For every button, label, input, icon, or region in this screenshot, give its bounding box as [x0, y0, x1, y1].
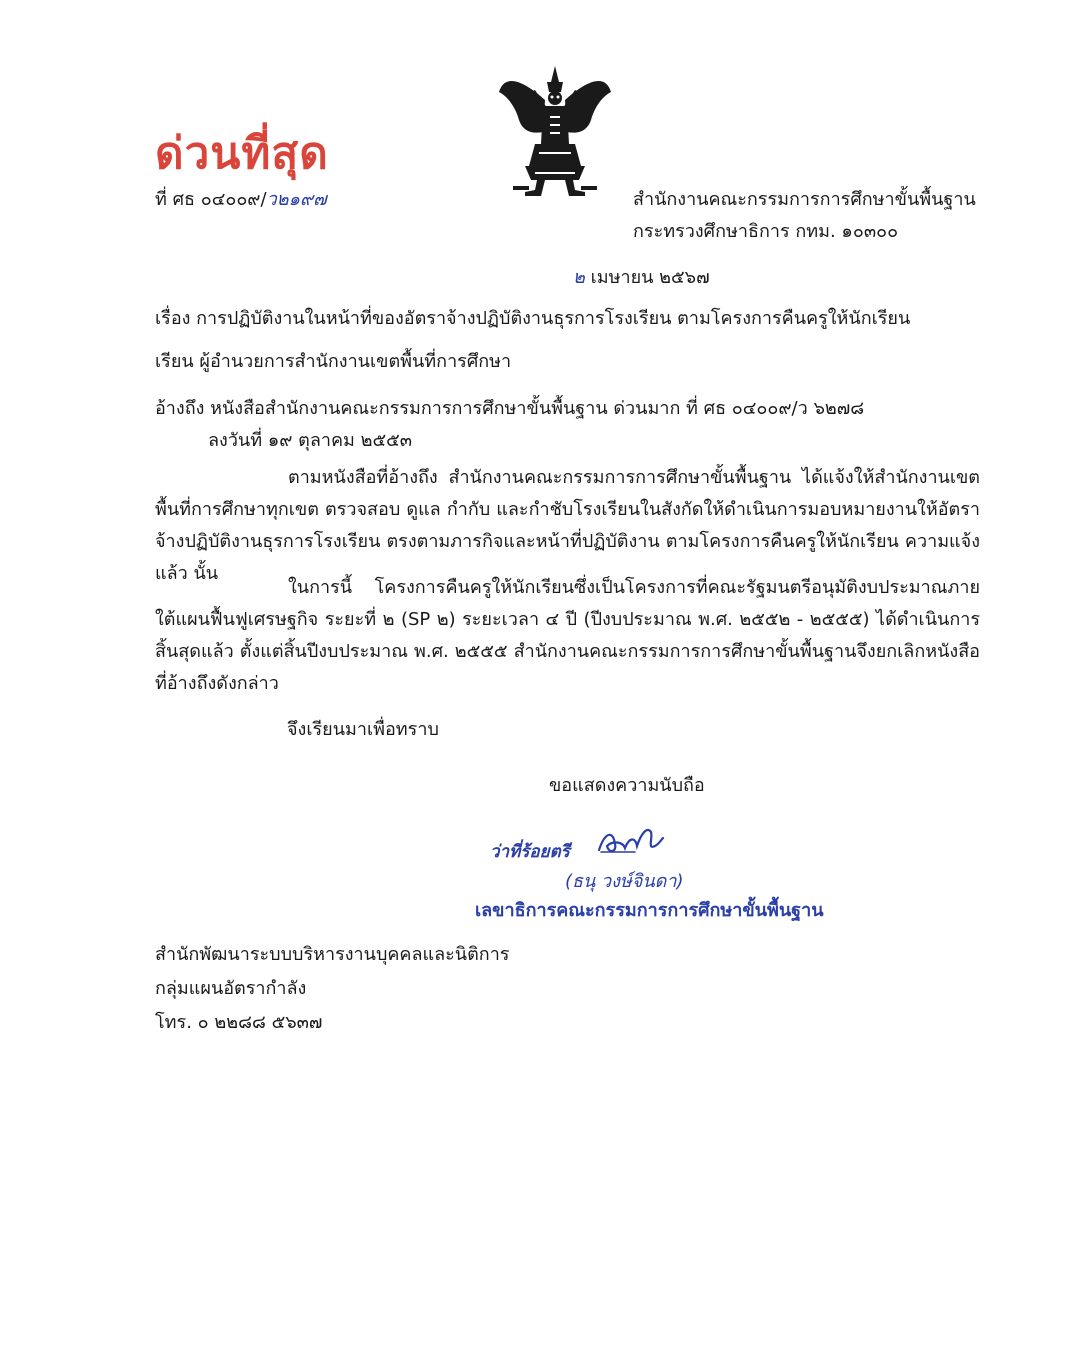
signatory-name: (ธนุ วงษ์จินดา): [565, 871, 684, 892]
signatory-position: เลขาธิการคณะกรรมการการศึกษาขั้นพื้นฐาน: [475, 900, 824, 921]
date-month-year: เมษายน ๒๕๖๗: [584, 267, 710, 288]
office-name: สำนักงานคณะกรรมการการศึกษาขั้นพื้นฐาน: [633, 189, 976, 210]
issuing-office: [633, 184, 976, 248]
regards-line: ขอแสดงความนับถือ: [549, 775, 705, 796]
document-number-handwritten: ว๒๑๙๗: [266, 189, 327, 210]
handwritten-signature-icon: [595, 822, 665, 858]
date-day-handwritten: ๒: [573, 267, 585, 288]
letter-date: [573, 262, 710, 291]
document-number: [155, 184, 327, 213]
contact-footer: [155, 938, 509, 1040]
signatory-rank: ว่าที่ร้อยตรี: [490, 842, 570, 862]
reference-line: อ้างถึง หนังสือสำนักงานคณะกรรมการการศึกษาขั้นพื้นฐาน ด่วนมาก ที่ ศธ ๐๔๐๐๙/ว ๖๒๗๘: [155, 398, 865, 419]
footer-department: สำนักพัฒนาระบบบริหารงานบุคคลและนิติการ: [155, 944, 510, 965]
body-paragraph-1: ตามหนังสือที่อ้างถึง สำนักงานคณะกรรมการการศึกษาขั้นพื้นฐาน ได้แจ้งให้สำนักงานเขตพื้นที่การศึกษาทุกเขต ตรวจสอบ ดูแล กำกับ และกำชับโรงเรียนในสังกัดให้ดำเนินการมอบหมายงานให้อัตราจ้างปฏิบัติงานธุรการโรงเรียน ตรงตามภารกิจและหน้าที่ปฏิบัติงาน ตามโครงการคืนครูให้นักเรียน ความแจ้งแล้ว นั้น: [155, 467, 980, 584]
urgency-stamp: ด่วนที่สุด: [155, 128, 329, 179]
document-number-prefix: ที่ ศธ ๐๔๐๐๙/: [155, 189, 267, 210]
closing-line: จึงเรียนมาเพื่อทราบ: [287, 719, 439, 740]
recipient-line: เรียน ผู้อำนวยการสำนักงานเขตพื้นที่การศึกษา: [155, 351, 512, 372]
footer-group: กลุ่มแผนอัตรากำลัง: [155, 978, 307, 999]
footer-phone: โทร. ๐ ๒๒๘๘ ๕๖๓๗: [155, 1012, 323, 1033]
reference-date-line: ลงวันที่ ๑๙ ตุลาคม ๒๕๕๓: [208, 430, 413, 451]
office-address: กระทรวงศึกษาธิการ กทม. ๑๐๓๐๐: [633, 221, 899, 242]
garuda-emblem-icon: [495, 62, 615, 202]
body-paragraph-2: ในการนี้ โครงการคืนครูให้นักเรียนซึ่งเป็นโครงการที่คณะรัฐมนตรีอนุมัติงบประมาณภายใต้แผนฟื้นฟูเศรษฐกิจ ระยะที่ ๒ (SP ๒) ระยะเวลา ๔ ปี (ปีงบประมาณ พ.ศ. ๒๕๕๒ - ๒๕๕๕) ได้ดำเนินการสิ้นสุดแล้ว ตั้งแต่สิ้นปีงบประมาณ พ.ศ. ๒๕๕๕ สำนักงานคณะกรรมการการศึกษาขั้นพื้นฐานจึงยกเลิกหนังสือที่อ้างถึงดังกล่าว: [155, 577, 980, 694]
subject-line: เรื่อง การปฏิบัติงานในหน้าที่ของอัตราจ้างปฏิบัติงานธุรการโรงเรียน ตามโครงการคืนครูให้นักเรียน: [155, 308, 911, 329]
